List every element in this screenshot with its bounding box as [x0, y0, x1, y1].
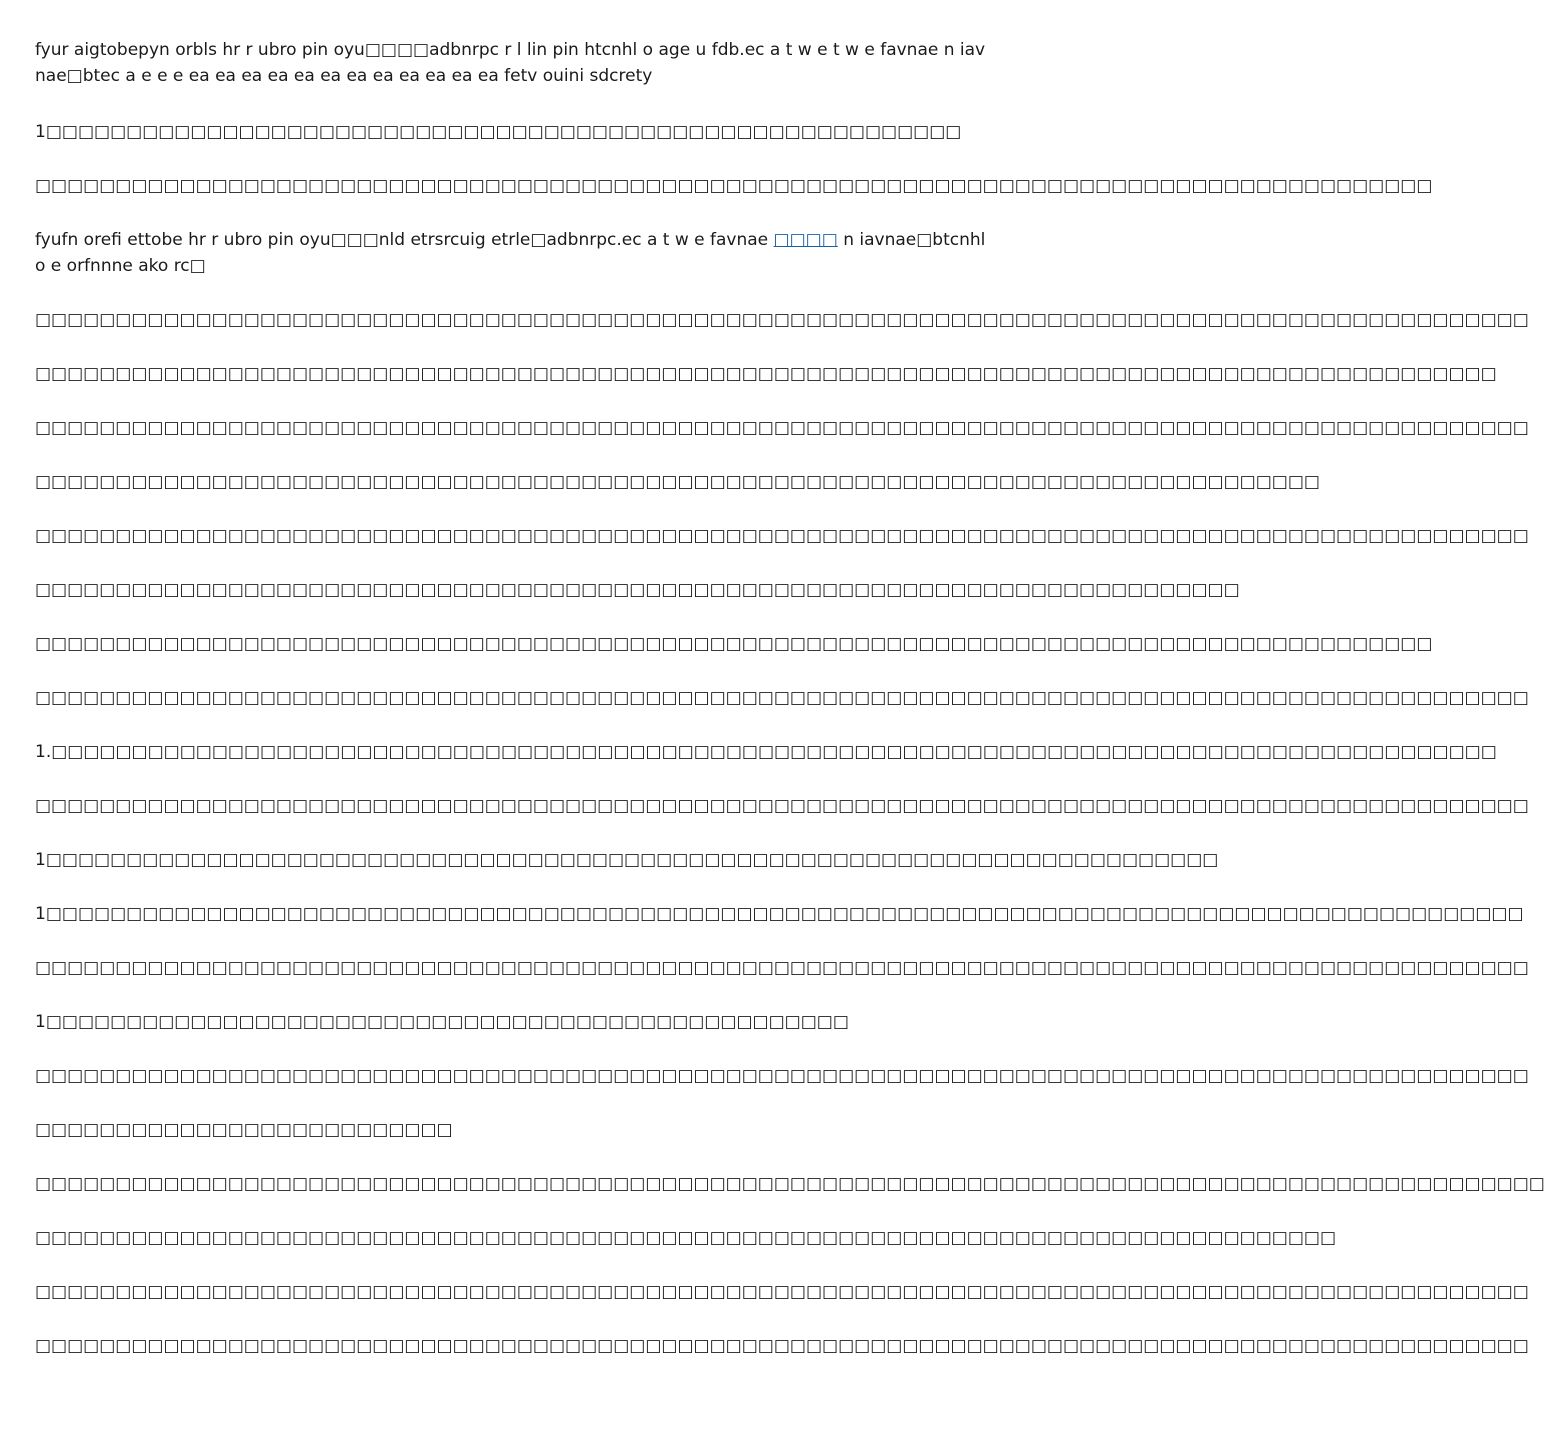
document-body	[35, 37, 1545, 1387]
paragraph: □□□□□□□□□□□□□□□□□□□□□□□□□□□□□□□□□□□□□□□□□□□□□□□□□□□□□□□□□□□□□□□□□□□□□□□□□□□□□□□□□□□□□□□□□□□□□	[35, 310, 1529, 330]
paragraph-numbered: 1□□□□□□□□□□□□□□□□□□□□□□□□□□□□□□□□□□□□□□□□□□□□□□□□□□□□□□□□□	[35, 122, 962, 142]
inline-link[interactable]: □□□□	[773, 230, 838, 250]
paragraph: □□□□□□□□□□□□□□□□□□□□□□□□□□□□□□□□□□□□□□□□□□□□□□□□□□□□□□□□□□□□□□□□□□□□□□□□□□□□□□□□□□□□□□□□□□□	[35, 364, 1497, 384]
paragraph-numbered: 1.□□□□□□□□□□□□□□□□□□□□□□□□□□□□□□□□□□□□□□□□□□□□□□□□□□□□□□□□□□□□□□□□□□□□□□□□□□□□□□□□□□□□□□□□□□	[35, 742, 1497, 762]
paragraph: □□□□□□□□□□□□□□□□□□□□□□□□□□□□□□□□□□□□□□□□□□□□□□□□□□□□□□□□□□□□□□□□□□□□□□□□□□□□□□□□□□□□□□□□□□□□□□	[35, 1174, 1545, 1194]
paragraph-text-before-link: fyufn orefi ettobe hr r ubro pin oyu□□□nld etrsrcuig etrle□adbnrpc.ec a t w e favnae	[35, 230, 774, 250]
paragraph: □□□□□□□□□□□□□□□□□□□□□□□□□□□□□□□□□□□□□□□□□□□□□□□□□□□□□□□□□□□□□□□□□□□□□□□□□□□□□□□□□□□□□□□□□□□□□	[35, 796, 1529, 816]
paragraph-numbered: 1□□□□□□□□□□□□□□□□□□□□□□□□□□□□□□□□□□□□□□□□□□□□□□□□□□	[35, 1012, 849, 1032]
paragraph-intro: fyur aigtobepyn orbls hr r ubro pin oyu□□□□adbnrpc r l lin pin htcnhl o age u fdb.ec a t w e t w e favnae n iavnae□btec a e e e ea ea ea ea ea ea ea ea ea ea ea ea fetv ouini sdcrety	[35, 40, 986, 86]
paragraph: □□□□□□□□□□□□□□□□□□□□□□□□□□□□□□□□□□□□□□□□□□□□□□□□□□□□□□□□□□□□□□□□□□□□□□□□□□□□□□□□□□□□□□□□□□□□□	[35, 1336, 1529, 1356]
paragraph: □□□□□□□□□□□□□□□□□□□□□□□□□□□□□□□□□□□□□□□□□□□□□□□□□□□□□□□□□□□□□□□□□□□□□□□□□□□□□□□□□□□□□□□□□□□□□	[35, 688, 1529, 708]
paragraph-with-link	[35, 227, 990, 279]
paragraph: □□□□□□□□□□□□□□□□□□□□□□□□□□□□□□□□□□□□□□□□□□□□□□□□□□□□□□□□□□□□□□□□□□□□□□□□□□□	[35, 580, 1240, 600]
paragraph: □□□□□□□□□□□□□□□□□□□□□□□□□□□□□□□□□□□□□□□□□□□□□□□□□□□□□□□□□□□□□□□□□□□□□□□□□□□□□□□□□□□□□□□	[35, 176, 1433, 196]
paragraph: □□□□□□□□□□□□□□□□□□□□□□□□□□□□□□□□□□□□□□□□□□□□□□□□□□□□□□□□□□□□□□□□□□□□□□□□□□□□□□□□□□□□□□□□□□□□□	[35, 526, 1529, 546]
paragraph-text-after-link: n iavnae□btcnhl o e orfnnne ako rc□	[35, 230, 986, 276]
paragraph-numbered: 1□□□□□□□□□□□□□□□□□□□□□□□□□□□□□□□□□□□□□□□□□□□□□□□□□□□□□□□□□□□□□□□□□□□□□□□□□	[35, 850, 1219, 870]
paragraph: □□□□□□□□□□□□□□□□□□□□□□□□□□□□□□□□□□□□□□□□□□□□□□□□□□□□□□□□□□□□□□□□□□□□□□□□□□□□□□□□□□□□□□□□□□□□□	[35, 1066, 1529, 1086]
paragraph: □□□□□□□□□□□□□□□□□□□□□□□□□□□□□□□□□□□□□□□□□□□□□□□□□□□□□□□□□□□□□□□□□□□□□□□□□□□□□□□□□□□□□□□□□□□□□	[35, 1282, 1529, 1302]
paragraph: □□□□□□□□□□□□□□□□□□□□□□□□□□□□□□□□□□□□□□□□□□□□□□□□□□□□□□□□□□□□□□□□□□□□□□□□□□□□□□□□□□□□□□□	[35, 634, 1433, 654]
paragraph: □□□□□□□□□□□□□□□□□□□□□□□□□□□□□□□□□□□□□□□□□□□□□□□□□□□□□□□□□□□□□□□□□□□□□□□□□□□□□□□□□□□□□□□□□□□□□	[35, 958, 1529, 978]
paragraph-numbered: 1□□□□□□□□□□□□□□□□□□□□□□□□□□□□□□□□□□□□□□□□□□□□□□□□□□□□□□□□□□□□□□□□□□□□□□□□□□□□□□□□□□□□□□□□□□□□	[35, 904, 1524, 924]
paragraph: □□□□□□□□□□□□□□□□□□□□□□□□□□	[35, 1120, 453, 1140]
paragraph: □□□□□□□□□□□□□□□□□□□□□□□□□□□□□□□□□□□□□□□□□□□□□□□□□□□□□□□□□□□□□□□□□□□□□□□□□□□□□□□□□□□□□□□□□□□□□	[35, 418, 1529, 438]
paragraph: □□□□□□□□□□□□□□□□□□□□□□□□□□□□□□□□□□□□□□□□□□□□□□□□□□□□□□□□□□□□□□□□□□□□□□□□□□□□□□□□□	[35, 1228, 1337, 1248]
paragraph: □□□□□□□□□□□□□□□□□□□□□□□□□□□□□□□□□□□□□□□□□□□□□□□□□□□□□□□□□□□□□□□□□□□□□□□□□□□□□□□□	[35, 472, 1320, 492]
